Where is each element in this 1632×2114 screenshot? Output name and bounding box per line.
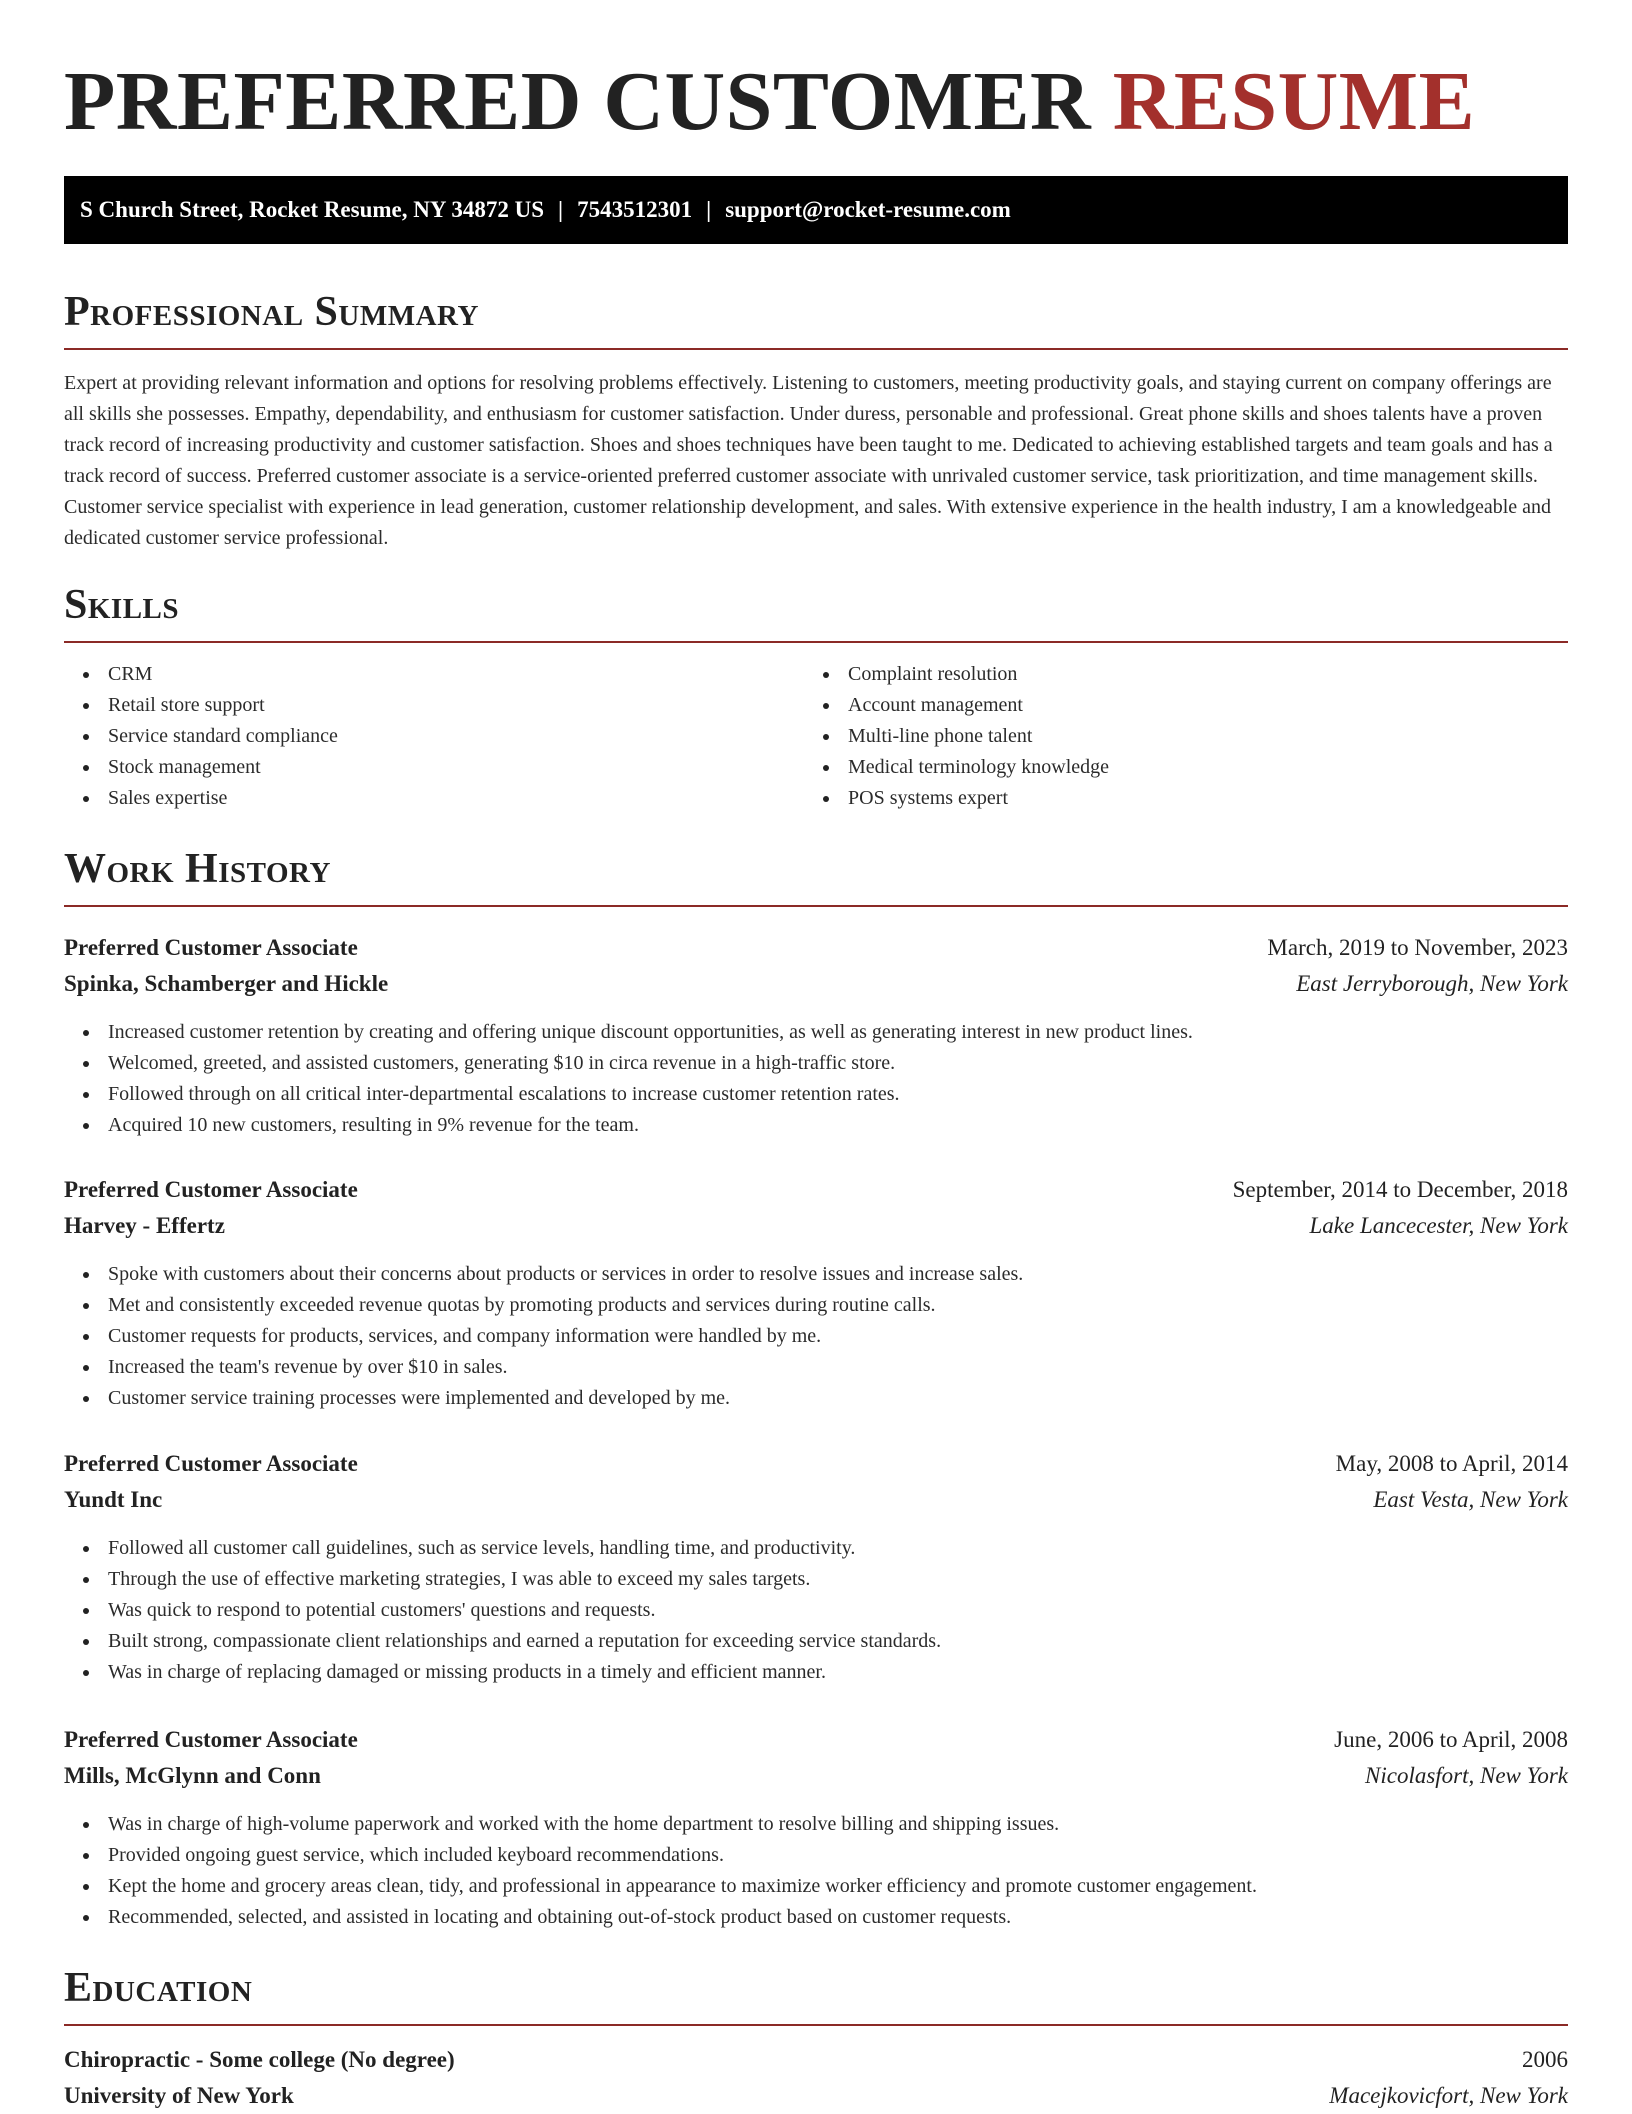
job-bullet: Increased customer retention by creating and offering unique discount opportunities, as well as generating interest in new product lines.	[64, 1017, 1193, 1048]
job-dates: May, 2008 to April, 2014	[1335, 1451, 1568, 1476]
education-degree: Chiropractic - Some college (No degree)	[64, 2047, 455, 2072]
job-bullets	[64, 1533, 941, 1688]
job-role: Preferred Customer Associate	[64, 1451, 358, 1476]
skill-item: Medical terminology knowledge	[804, 752, 1109, 783]
job-company: Harvey - Effertz	[64, 1213, 225, 1238]
job-bullet: Customer service training processes were implemented and developed by me.	[64, 1383, 1023, 1414]
education-header	[64, 2042, 1568, 2078]
job-dates: September, 2014 to December, 2018	[1232, 1177, 1568, 1202]
job-role: Preferred Customer Associate	[64, 1177, 358, 1202]
contact-phone: 7543512301	[577, 197, 693, 222]
job-subheader	[64, 1758, 1568, 1794]
job-bullet: Followed through on all critical inter-departmental escalations to increase customer retention rates.	[64, 1079, 1193, 1110]
job-bullet: Spoke with customers about their concerns about products or services in order to resolve issues and increase sales.	[64, 1259, 1023, 1290]
education-subheader	[64, 2078, 1568, 2114]
title-accent: RESUME	[1112, 55, 1476, 148]
job-company: Spinka, Schamberger and Hickle	[64, 971, 389, 996]
job-bullet: Was quick to respond to potential customers' questions and requests.	[64, 1595, 941, 1626]
skill-item: POS systems expert	[804, 783, 1109, 814]
job-header	[64, 1446, 1568, 1482]
job-bullet: Provided ongoing guest service, which included keyboard recommendations.	[64, 1840, 1257, 1871]
contact-bar	[64, 176, 1568, 244]
resume-title	[64, 52, 1475, 152]
skill-item: Complaint resolution	[804, 659, 1109, 690]
job-bullet: Recommended, selected, and assisted in locating and obtaining out-of-stock product based on customer requests.	[64, 1902, 1257, 1933]
education-school: University of New York	[64, 2083, 294, 2108]
job-header	[64, 930, 1568, 966]
summary-heading: Professional Summary	[64, 289, 479, 335]
job-company: Yundt Inc	[64, 1487, 163, 1512]
job-bullet: Welcomed, greeted, and assisted customers, generating $10 in circa revenue in a high-traffic store.	[64, 1048, 1193, 1079]
job-location: Lake Lancecester, New York	[1309, 1213, 1568, 1238]
section-divider	[64, 905, 1568, 907]
job-bullet: Increased the team's revenue by over $10 in sales.	[64, 1352, 1023, 1383]
job-header	[64, 1722, 1568, 1758]
job-bullets	[64, 1259, 1023, 1414]
skills-list-right	[804, 659, 1109, 814]
contact-separator: |	[706, 197, 712, 222]
contact-email: support@rocket-resume.com	[725, 197, 1011, 222]
job-subheader	[64, 966, 1568, 1002]
job-dates: March, 2019 to November, 2023	[1267, 935, 1568, 960]
skill-item: Service standard compliance	[64, 721, 338, 752]
job-role: Preferred Customer Associate	[64, 1727, 358, 1752]
job-bullet: Acquired 10 new customers, resulting in 9% revenue for the team.	[64, 1110, 1193, 1141]
job-bullet: Built strong, compassionate client relationships and earned a reputation for exceeding service standards.	[64, 1626, 941, 1657]
skill-item: Retail store support	[64, 690, 338, 721]
job-header	[64, 1172, 1568, 1208]
contact-separator: |	[558, 197, 564, 222]
education-heading: Education	[64, 1965, 253, 2011]
job-bullet: Customer requests for products, services, and company information were handled by me.	[64, 1321, 1023, 1352]
job-location: East Jerryborough, New York	[1296, 971, 1568, 996]
skill-item: Multi-line phone talent	[804, 721, 1109, 752]
education-location: Macejkovicfort, New York	[1329, 2083, 1568, 2108]
job-company: Mills, McGlynn and Conn	[64, 1763, 321, 1788]
job-dates: June, 2006 to April, 2008	[1334, 1727, 1568, 1752]
section-divider	[64, 348, 1568, 350]
title-main: PREFERRED CUSTOMER	[64, 55, 1092, 148]
skill-item: Stock management	[64, 752, 338, 783]
contact-address: S Church Street, Rocket Resume, NY 34872 US	[80, 197, 545, 222]
job-bullets	[64, 1017, 1193, 1141]
skills-heading: Skills	[64, 582, 180, 628]
education-year: 2006	[1522, 2047, 1568, 2072]
job-bullet: Followed all customer call guidelines, such as service levels, handling time, and productivity.	[64, 1533, 941, 1564]
job-bullet: Met and consistently exceeded revenue quotas by promoting products and services during routine calls.	[64, 1290, 1023, 1321]
skill-item: Account management	[804, 690, 1109, 721]
section-divider	[64, 2024, 1568, 2026]
job-bullet: Was in charge of high-volume paperwork and worked with the home department to resolve billing and shipping issues.	[64, 1809, 1257, 1840]
summary-text: Expert at providing relevant information and options for resolving problems effectively. Listening to customers, meeting productivity goals, and staying current on company offerings are all skills she possesses. Empathy, dependability, and enthusiasm for customer satisfaction. Under duress, personable and professional. Great phone skills and shoes talents have a proven track record of increasing productivity and customer satisfaction. Shoes and shoes techniques have been taught to me. Dedicated to achieving established targets and team goals and has a track record of success. Preferred customer associate is a service-oriented preferred customer associate with unrivaled customer service, task prioritization, and time management skills. Customer service specialist with experience in lead generation, customer relationship development, and sales. With extensive experience in the health industry, I am a knowledgeable and dedicated customer service professional.	[64, 372, 1553, 549]
job-subheader	[64, 1208, 1568, 1244]
skill-item: CRM	[64, 659, 338, 690]
job-bullet: Through the use of effective marketing strategies, I was able to exceed my sales targets.	[64, 1564, 941, 1595]
job-bullet: Kept the home and grocery areas clean, tidy, and professional in appearance to maximize worker efficiency and promote customer engagement.	[64, 1871, 1257, 1902]
skill-item: Sales expertise	[64, 783, 338, 814]
job-bullets	[64, 1809, 1257, 1933]
job-location: East Vesta, New York	[1373, 1487, 1568, 1512]
job-location: Nicolasfort, New York	[1365, 1763, 1568, 1788]
job-bullet: Was in charge of replacing damaged or missing products in a timely and efficient manner.	[64, 1657, 941, 1688]
job-role: Preferred Customer Associate	[64, 935, 358, 960]
job-subheader	[64, 1482, 1568, 1518]
section-divider	[64, 641, 1568, 643]
work-history-heading: Work History	[64, 846, 331, 892]
skills-list-left	[64, 659, 338, 814]
